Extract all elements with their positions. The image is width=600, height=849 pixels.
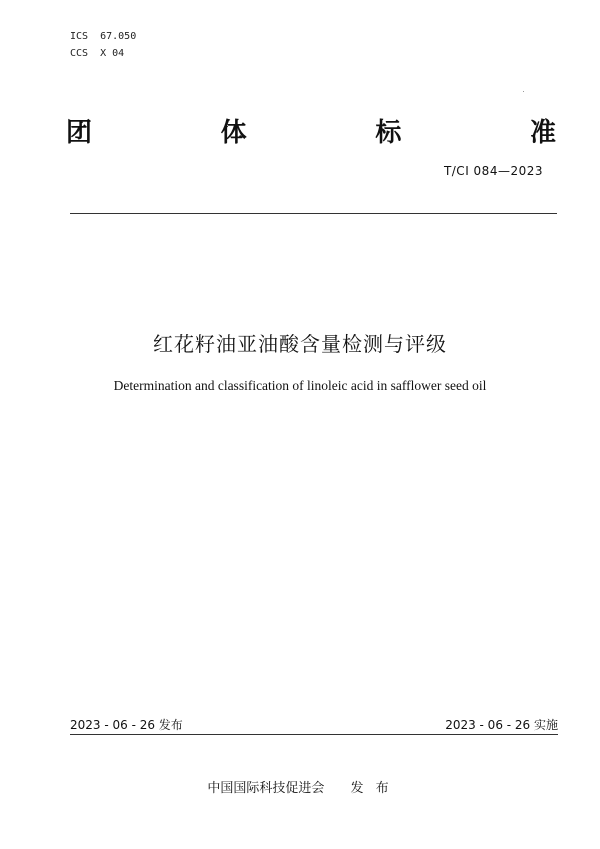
standard-type-char-2: 体 bbox=[220, 118, 247, 148]
standard-type-heading bbox=[66, 112, 556, 152]
standard-number: T/CI 084—2023 bbox=[443, 164, 543, 178]
implement-date: 2023 - 06 - 26 实施 bbox=[445, 718, 558, 732]
ics-code: ICS 67.050 bbox=[70, 31, 137, 42]
publisher-line bbox=[0, 777, 600, 796]
title-chinese: 红花籽油亚油酸含量检测与评级 bbox=[153, 332, 447, 356]
footer-divider bbox=[70, 734, 558, 735]
publisher-action: 发 布 bbox=[350, 781, 393, 796]
scan-speck bbox=[523, 91, 524, 92]
publish-date: 2023 - 06 - 26 发布 bbox=[70, 718, 183, 732]
standard-type-char-3: 标 bbox=[375, 118, 402, 148]
header-divider bbox=[70, 213, 557, 214]
standard-type-char-4: 准 bbox=[529, 118, 556, 148]
classification-codes bbox=[70, 28, 136, 62]
title-english: Determination and classification of linoleic acid in safflower seed oil bbox=[113, 378, 487, 393]
standard-type-char-1: 团 bbox=[66, 118, 93, 148]
ccs-code: CCS X 04 bbox=[70, 48, 125, 59]
publisher-name: 中国国际科技促进会 bbox=[207, 781, 325, 796]
